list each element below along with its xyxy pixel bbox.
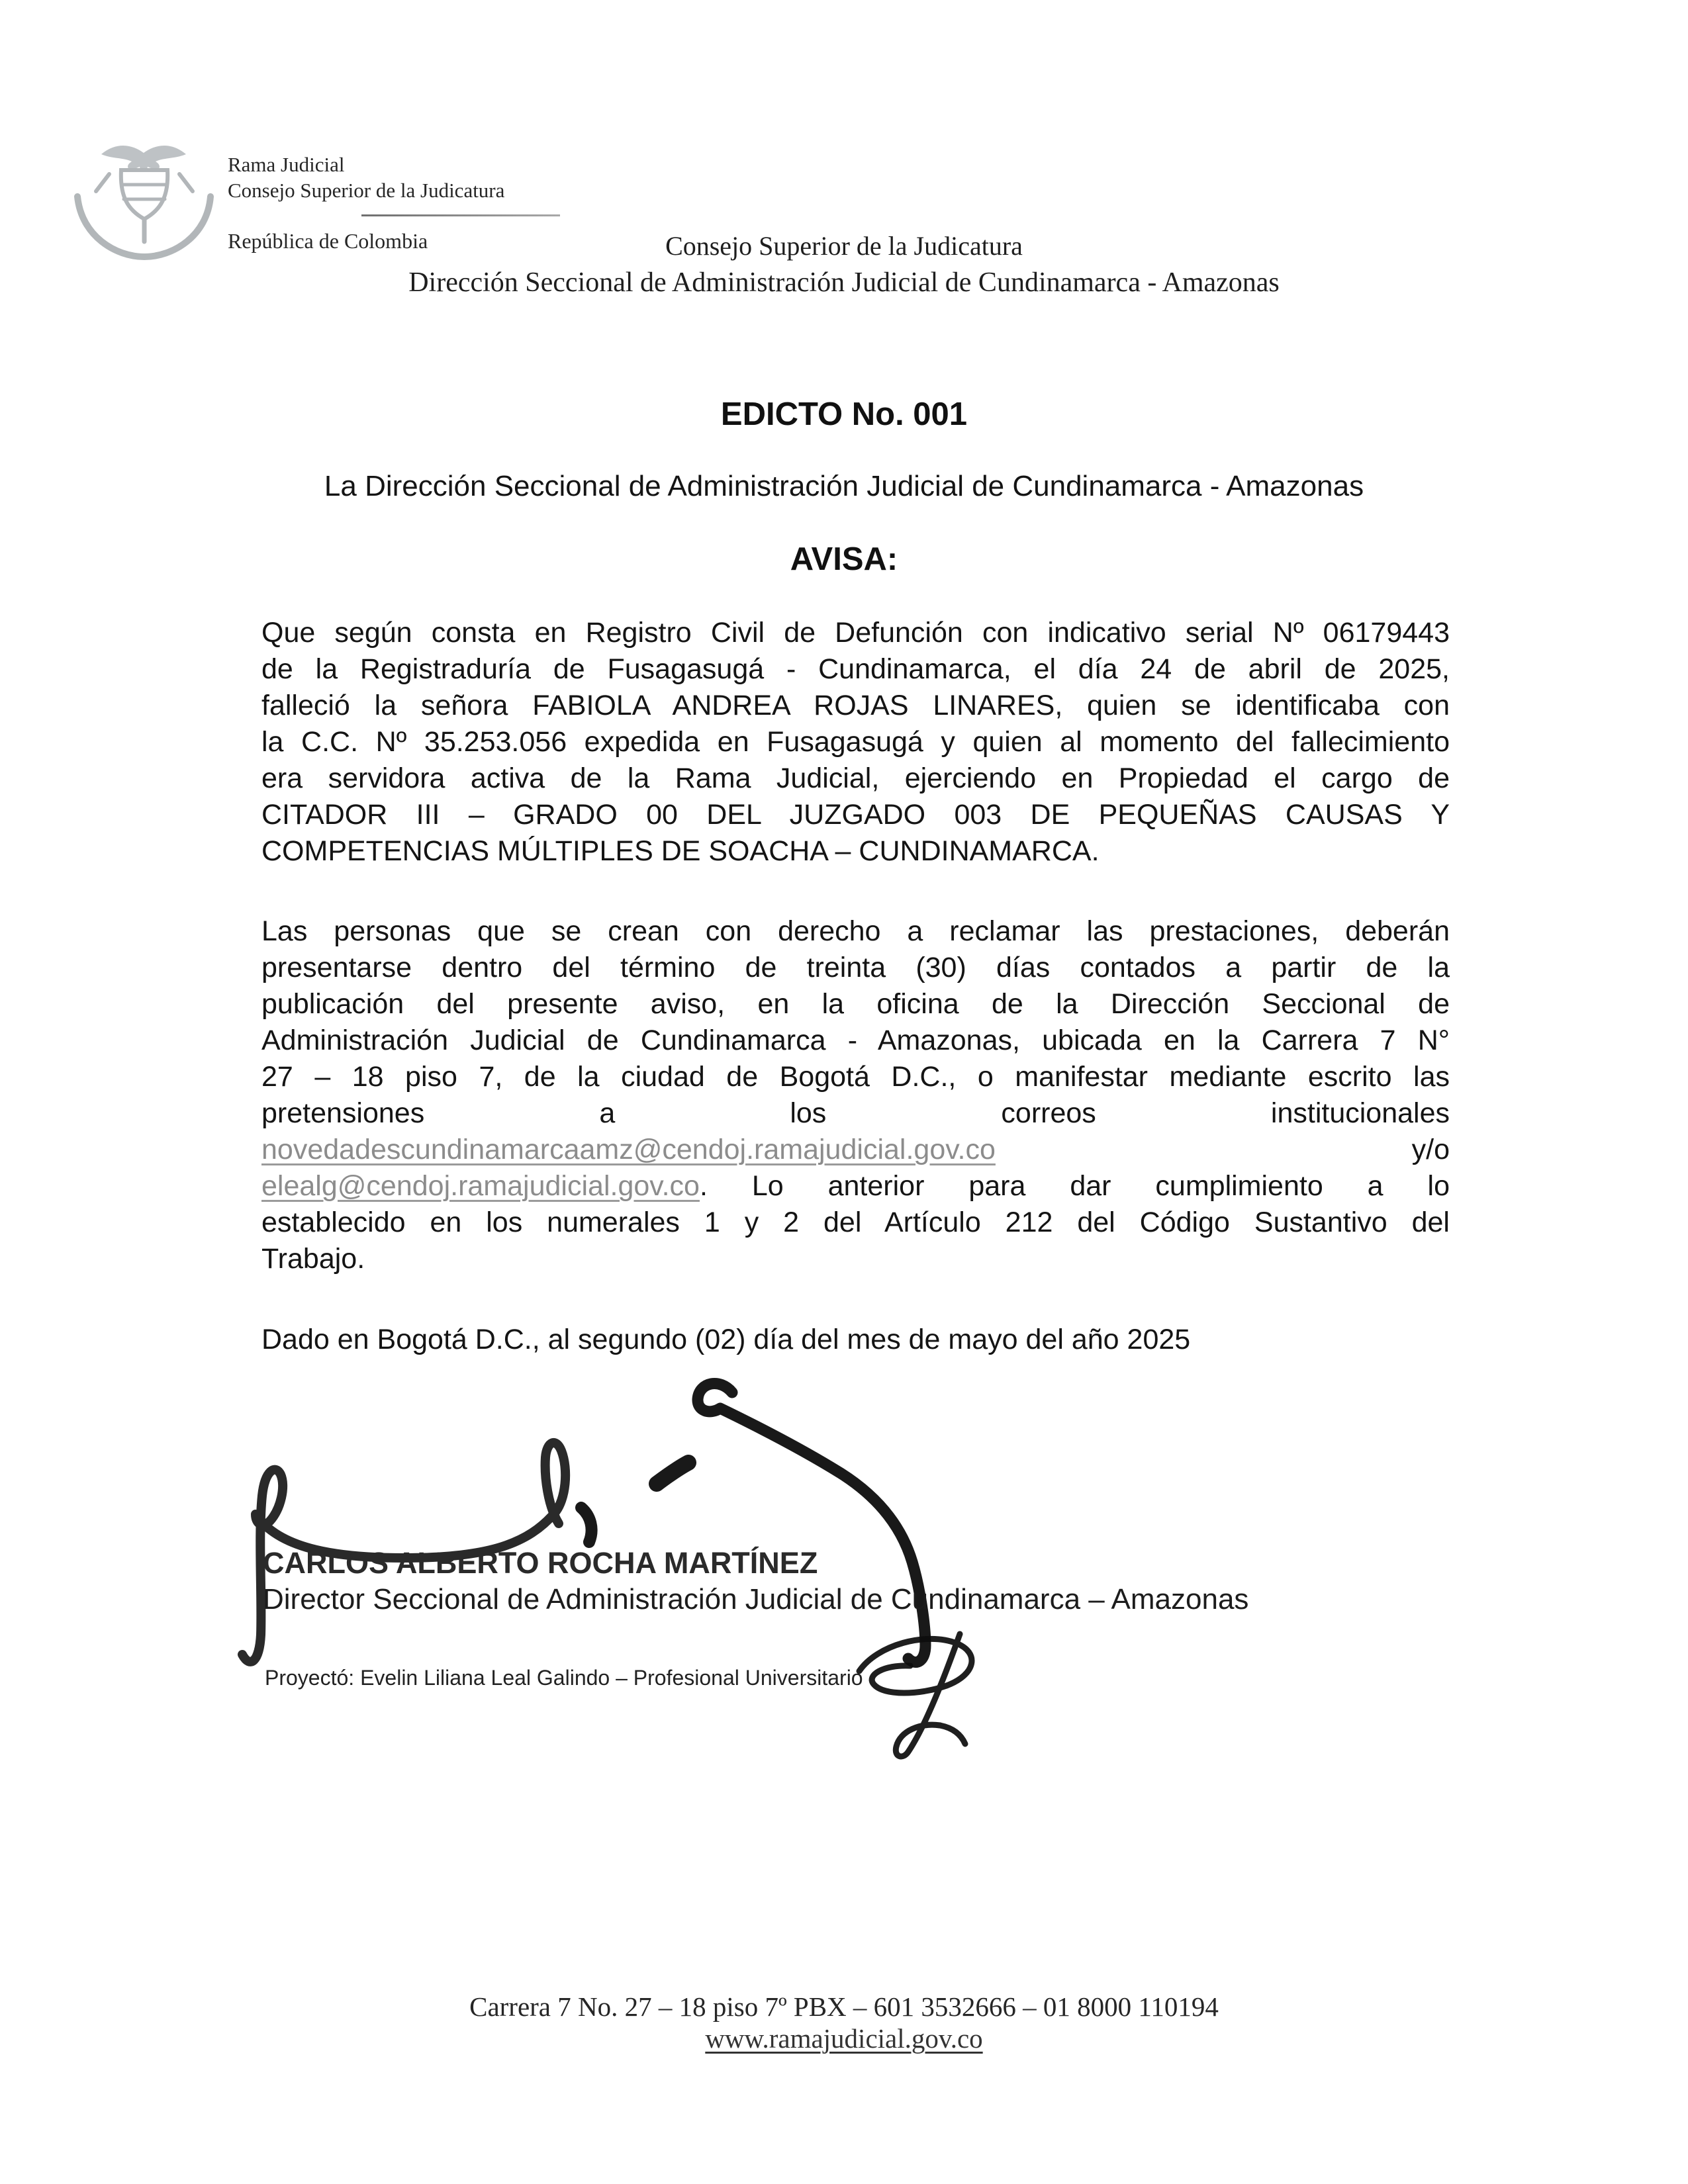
text-segment: Las personas que se crean con derecho a reclamar las prestaciones, deberán [261,915,1450,947]
text-line [261,797,1450,833]
text-line [261,913,1450,950]
letterhead-branch-name: Rama Judicial [228,153,345,176]
text-segment: Administración Judicial de Cundinamarca - Amazonas, ubicada en la Carrera 7 N° [261,1024,1450,1056]
footer-website [0,2023,1688,2054]
text-line [261,1059,1450,1095]
text-segment: publicación del presente aviso, en la oficina de la Dirección Seccional de [261,988,1450,1020]
text-line [261,760,1450,797]
footer-website-link[interactable]: www.ramajudicial.gov.co [705,2023,983,2054]
text-segment: pretensiones a los correos institucionales [261,1097,1450,1129]
letterhead-center-line-2: Dirección Seccional de Administración Judicial de Cundinamarca - Amazonas [408,267,1280,298]
text-segment: de la Registraduría de Fusagasugá - Cundinamarca, el día 24 de abril de 2025, [261,653,1450,685]
avisa-label: AVISA: [790,541,898,577]
initials-signature-image [847,1625,993,1764]
text-line [261,1132,1450,1168]
text-line [261,651,1450,688]
signatory-name: CARLOS ALBERTO ROCHA MARTÍNEZ [263,1546,818,1580]
text-line [261,688,1450,724]
text-line [261,950,1450,986]
text-segment: la C.C. Nº 35.253.056 expedida en Fusagasugá y quien al momento del fallecimiento [261,726,1450,758]
text-line [261,724,1450,760]
text-segment: Trabajo. [261,1243,365,1275]
text-segment: y/o [995,1134,1450,1165]
signatory-role: Director Seccional de Administración Judicial de Cundinamarca – Amazonas [263,1583,1249,1615]
text-line [261,615,1450,651]
text-line [261,1241,1450,1277]
email-link[interactable]: elealg@cendoj.ramajudicial.gov.co [261,1170,700,1202]
text-segment: presentarse dentro del término de treinta (30) días contados a partir de la [261,952,1450,983]
edict-issuer-line: La Dirección Seccional de Administración Judicial de Cundinamarca - Amazonas [324,470,1364,502]
text-line [261,1095,1450,1132]
footer-address: Carrera 7 No. 27 – 18 piso 7º PBX – 601 3532666 – 01 8000 110194 [469,1991,1219,2022]
prepared-by-line: Proyectó: Evelin Liliana Leal Galindo – Profesional Universitario [265,1666,863,1690]
paragraph-death-notice [261,615,1450,870]
letterhead-center-line-1: Consejo Superior de la Judicatura [665,231,1023,261]
letterhead-country-name: República de Colombia [228,229,428,253]
text-segment: falleció la señora FABIOLA ANDREA ROJAS LINARES, quien se identificaba con [261,690,1450,721]
text-line [261,1168,1450,1205]
text-segment: CITADOR III – GRADO 00 DEL JUZGADO 003 DE PEQUEÑAS CAUSAS Y [261,799,1450,831]
text-segment: . Lo anterior para dar cumplimiento a lo [699,1170,1450,1202]
email-link[interactable]: novedadescundinamarcaamz@cendoj.ramajudicial.gov.co [261,1134,996,1165]
text-segment: 27 – 18 piso 7, de la ciudad de Bogotá D.C., o manifestar mediante escrito las [261,1061,1450,1093]
text-segment: era servidora activa de la Rama Judicial, ejerciendo en Propiedad el cargo de [261,762,1450,794]
letterhead-council-name: Consejo Superior de la Judicatura [228,179,505,202]
dated-line: Dado en Bogotá D.C., al segundo (02) día del mes de mayo del año 2025 [261,1324,1191,1355]
paragraph-claims-instructions [261,913,1450,1277]
text-line [261,1023,1450,1059]
text-segment: establecido en los numerales 1 y 2 del Artículo 212 del Código Sustantivo del [261,1206,1450,1238]
text-line [261,986,1450,1023]
text-segment: Que según consta en Registro Civil de Defunción con indicativo serial Nº 06179443 [261,617,1450,649]
letterhead-divider [361,214,560,216]
text-line [261,833,1450,870]
text-line [261,1205,1450,1241]
edict-title: EDICTO No. 001 [720,396,968,432]
text-segment: COMPETENCIAS MÚLTIPLES DE SOACHA – CUNDINAMARCA. [261,835,1100,867]
